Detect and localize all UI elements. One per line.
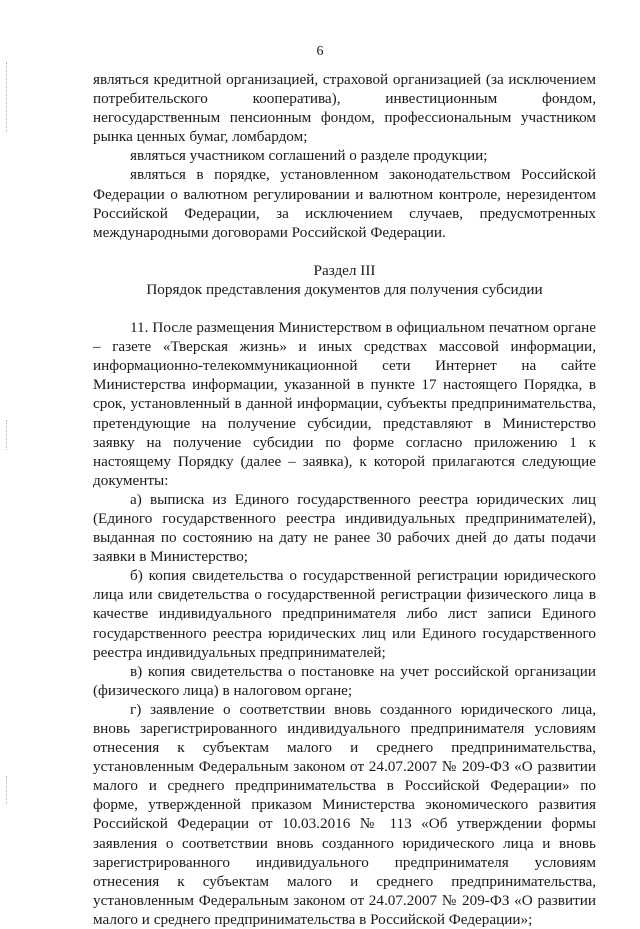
page-number: 6 — [316, 44, 324, 59]
eligibility-item: являться в порядке, установленном законодательством Российской Федерации о валютном регулировании и валютном контроле, нерезидентом Российской Федерации, за исключением случаев, предусмотренных международными договорами Российской Федерации. — [93, 166, 596, 241]
eligibility-continuation: являться кредитной организацией, страховой организацией (за исключением потребительского кооператива), инвестиционным фондом, негосударственным пенсионным фондом, профессиональным участником рынка ценных бумаг, ломбардом; — [93, 71, 596, 146]
binding-margin-mark — [6, 62, 8, 132]
clause-11-subitem-v: в) копия свидетельства о постановке на учет российской организации (физического лица) в налоговом органе; — [93, 662, 596, 699]
binding-margin-mark — [6, 420, 8, 450]
clause-11-subitem-a: а) выписка из Единого государственного реестра юридических лиц (Единого государственного реестра индивидуальных предпринимателей), выданная по состоянию на дату не ранее 30 рабочих дней до даты подачи заявки в Министерство; — [93, 490, 596, 566]
clause-11-intro: 11. После размещения Министерством в официальном печатном органе – газете «Тверская жизнь» и иных средствах массовой информации, информационно-телекоммуникационной сети Интернет на сайте Министерства информации, указанной в пункте 17 настоящего Порядка, в срок, установленный в данной информации, субъекты предпринимательства, претендующие на получение субсидии, представляют в Министерство заявку на получение субсидии по форме согласно приложению 1 к настоящему Порядку (далее – заявка), к которой прилагаются следующие документы: — [93, 319, 596, 489]
binding-margin-mark — [6, 776, 8, 804]
clause-11-subitem-g: г) заявление о соответствии вновь созданного юридического лица, вновь зарегистрированного индивидуального предпринимателя условиям отнесения к субъектам малого и среднего предпринимательства, установленным Федеральным законом от 24.07.2007 № 209-ФЗ «О развитии малого и среднего предпринимательства в Российской Федерации» по форме, утвержденной приказом Министерства экономического развития Российской Федерации от 10.03.2016 № 113 «Об утверждении формы заявления о соответствии вновь созданного юридического лица и вновь зарегистрированного индивидуального предпринимателя условиям отнесения к субъектам малого и среднего предпринимательства, установленным Федеральным законом от 24.07.2007 № 209-ФЗ «О развитии малого и среднего предпринимательства в Российской Федерации»; — [93, 700, 596, 928]
section-title: Порядок представления документов для получения субсидии — [146, 280, 543, 298]
section-heading: Раздел III — [313, 261, 376, 279]
document-body — [93, 70, 596, 929]
eligibility-item: являться участником соглашений о разделе продукции; — [130, 147, 488, 165]
clause-11-subitem-b: б) копия свидетельства о государственной регистрации юридического лица или свидетельства о государственной регистрации физического лица в качестве индивидуального предпринимателя либо лист записи Единого государственного реестра юридических лиц или Единого государственного реестра индивидуальных предпринимателей; — [93, 567, 596, 661]
